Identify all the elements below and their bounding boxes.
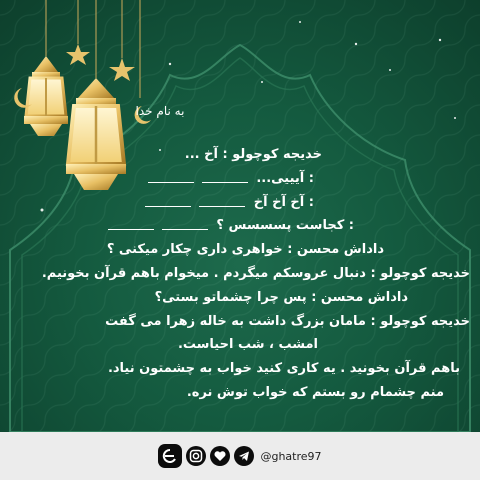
story-line: خدیجه کوچولو : آخ ... [184,147,322,162]
star-icon [109,58,135,81]
handle-text: @ghatre97 [260,449,322,463]
telegram-icon[interactable] [234,446,254,466]
story-text [10,104,470,405]
page-title: به نام خدا [135,104,185,118]
story-line: باهم قرآن بخونید . یه کاری کنید خواب به چشمتون نیاد. [107,361,460,377]
story-line: خدیجه کوچولو : دنبال عروسکم میگردم . میخوام باهم قرآن بخونیم. [41,265,470,281]
story-line: : آیییی... [10,167,470,191]
footer [0,432,480,480]
story-line: خدیجه کوچولو : مامان بزرگ داشت به خاله زهرا می گفت [105,313,470,329]
instagram-icon[interactable] [186,446,206,466]
story-line: : آخ آخ آخ [10,191,470,215]
heart-icon[interactable] [210,446,230,466]
story-line: امشب ، شب احیاست. [177,337,318,353]
eitaa-icon[interactable] [158,444,182,468]
story-line: داداش محسن : خواهری داری چکار میکنی ؟ [106,242,384,258]
star-icon [66,44,90,65]
story-line: منم چشمام رو بستم که خواب توش نره. [186,384,444,400]
story-line: : کجاست پسسسس ؟ [10,214,470,238]
story-line: داداش محسن : پس چرا چشماتو بستی؟ [154,289,408,305]
